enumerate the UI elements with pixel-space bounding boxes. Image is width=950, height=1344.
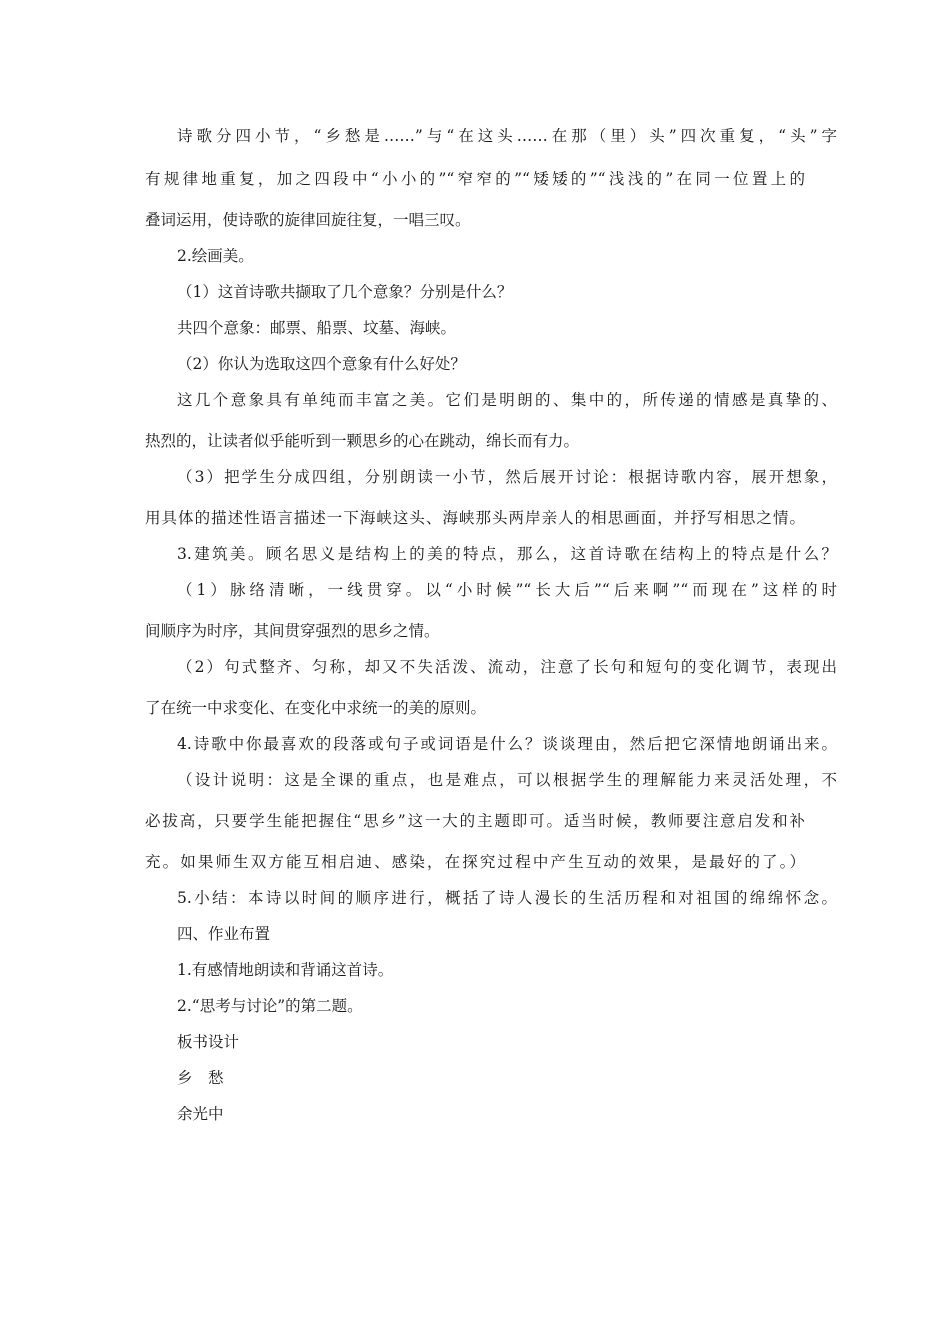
paragraph-line: （设计说明：这是全课的重点，也是难点，可以根据学生的理解能力来灵活处理，不 bbox=[177, 771, 837, 789]
poem-author: 余光中 bbox=[177, 1105, 224, 1123]
list-item: 1.有感情地朗读和背诵这首诗。 bbox=[177, 961, 394, 979]
paragraph-line: 必拔高，只要学生能把握住“思乡”这一大的主题即可。适当时候，教师要注意启发和补 bbox=[145, 812, 805, 830]
paragraph-line: 了在统一中求变化、在变化中求统一的美的原则。 bbox=[145, 699, 487, 717]
paragraph-line: 充。如果师生双方能互相启迪、感染，在探究过程中产生互动的效果，是最好的了。） bbox=[145, 853, 805, 871]
paragraph-line: 这几个意象具有单纯而丰富之美。它们是明朗的、集中的，所传递的情感是真挚的、 bbox=[177, 391, 837, 409]
question-line: （2）你认为选取这四个意象有什么好处？ bbox=[177, 355, 466, 373]
section-heading: 四、作业布置 bbox=[177, 925, 271, 943]
paragraph-line: 间顺序为时序，其间贯穿强烈的思乡之情。 bbox=[145, 622, 440, 640]
question-line: （1）这首诗歌共撷取了几个意象？分别是什么？ bbox=[177, 283, 513, 301]
paragraph-line: 用具体的描述性语言描述一下海峡这头、海峡那头两岸亲人的相思画面，并抒写相思之情。 bbox=[145, 509, 805, 527]
section-heading: 板书设计 bbox=[177, 1033, 240, 1051]
paragraph-line: （3）把学生分成四组，分别朗读一小节，然后展开讨论：根据诗歌内容，展开想象， bbox=[177, 468, 837, 486]
paragraph-line: （2）句式整齐、匀称，却又不失活泼、流动，注意了长句和短句的变化调节，表现出 bbox=[177, 658, 837, 676]
answer-line: 共四个意象：邮票、船票、坟墓、海峡。 bbox=[177, 319, 457, 337]
poem-title: 乡 愁 bbox=[177, 1069, 224, 1087]
paragraph-line: 诗歌分四小节，“乡愁是……”与“在这头……在那（里）头”四次重复，“头”字 bbox=[177, 127, 837, 145]
paragraph-line: 热烈的，让读者似乎能听到一颗思乡的心在跳动，绵长而有力。 bbox=[145, 432, 580, 450]
section-heading: 2.绘画美。 bbox=[177, 247, 254, 265]
list-item: 2.“思考与讨论”的第二题。 bbox=[177, 997, 363, 1015]
paragraph-line: （1）脉络清晰，一线贯穿。以“小时候”“长大后”“后来啊”“而现在”这样的时 bbox=[177, 581, 837, 599]
paragraph-line: 有规律地重复，加之四段中“小小的”“窄窄的”“矮矮的”“浅浅的”在同一位置上的 bbox=[145, 170, 805, 188]
section-heading: 3.建筑美。顾名思义是结构上的美的特点，那么，这首诗歌在结构上的特点是什么？ bbox=[177, 545, 837, 563]
section-heading: 4.诗歌中你最喜欢的段落或句子或词语是什么？谈谈理由，然后把它深情地朗诵出来。 bbox=[177, 735, 837, 753]
paragraph-line: 叠词运用，使诗歌的旋律回旋往复，一唱三叹。 bbox=[145, 211, 471, 229]
paragraph-line: 5.小结：本诗以时间的顺序进行，概括了诗人漫长的生活历程和对祖国的绵绵怀念。 bbox=[177, 889, 837, 907]
